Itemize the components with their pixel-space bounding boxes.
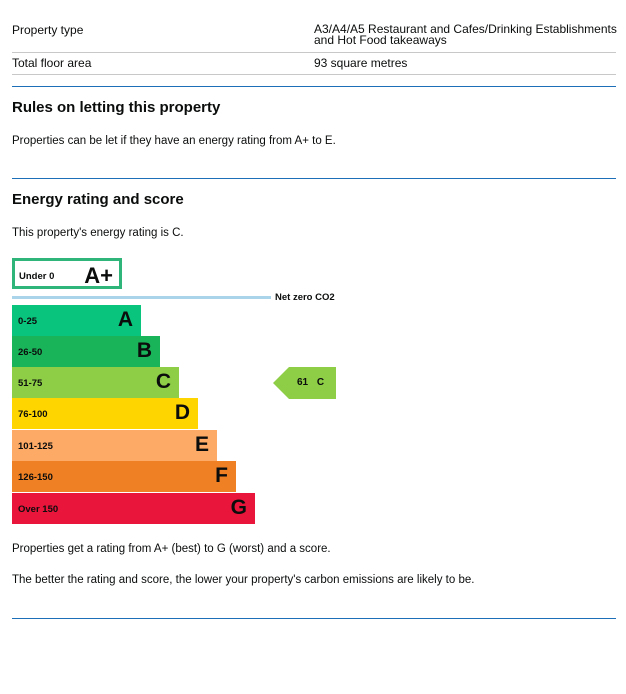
- floor-area-value: 93 square metres: [314, 56, 408, 70]
- band-range: 0-25: [18, 316, 38, 327]
- band-letter: B: [136, 339, 152, 362]
- band-aplus-range: Under 0: [19, 271, 55, 282]
- floor-area-label: Total floor area: [12, 56, 92, 70]
- band-range: 26-50: [18, 347, 43, 358]
- current-rating-text: [297, 377, 324, 388]
- band-aplus-letter: A+: [84, 263, 113, 288]
- current-rating-indicator: [273, 367, 336, 399]
- band-range: 126-150: [18, 472, 53, 483]
- band-aplus: [12, 258, 122, 289]
- divider: [12, 74, 616, 75]
- band-range: 101-125: [18, 441, 53, 452]
- band-letter: E: [194, 433, 209, 456]
- section-divider: [12, 86, 616, 87]
- explain-text-2: The better the rating and score, the lower your property's carbon emissions are likely to be.: [12, 574, 475, 586]
- band-g: [12, 493, 255, 524]
- current-score: 61: [297, 377, 309, 388]
- band-letter: G: [230, 496, 247, 519]
- band-b: [12, 336, 160, 367]
- band-letter: C: [155, 370, 171, 393]
- property-type-value: A3/A4/A5 Restaurant and Cafes/Drinking Establishments and Hot Food takeaways: [314, 22, 617, 47]
- band-a: [12, 305, 141, 336]
- band-letter: D: [174, 401, 190, 424]
- band-range: 76-100: [18, 409, 48, 420]
- letting-text: Properties can be let if they have an energy rating from A+ to E.: [12, 135, 336, 147]
- energy-rating-text: This property's energy rating is C.: [12, 227, 184, 239]
- net-zero-label: Net zero CO2: [275, 292, 335, 303]
- section-divider: [12, 618, 616, 619]
- band-letter: F: [215, 464, 228, 487]
- band-d: [12, 398, 198, 429]
- energy-heading: Energy rating and score: [12, 191, 184, 208]
- explain-text-1: Properties get a rating from A+ (best) to G (worst) and a score.: [12, 543, 331, 555]
- band-c: [12, 367, 179, 398]
- band-range: Over 150: [18, 504, 59, 515]
- band-letter: A: [117, 308, 133, 331]
- net-zero-line: [12, 296, 271, 299]
- band-range: 51-75: [18, 378, 43, 389]
- letting-heading: Rules on letting this property: [12, 99, 221, 116]
- band-f: [12, 461, 236, 492]
- divider: [12, 52, 616, 53]
- current-letter: C: [316, 377, 325, 388]
- section-divider: [12, 178, 616, 179]
- band-e: [12, 430, 217, 461]
- property-type-label: Property type: [12, 23, 84, 37]
